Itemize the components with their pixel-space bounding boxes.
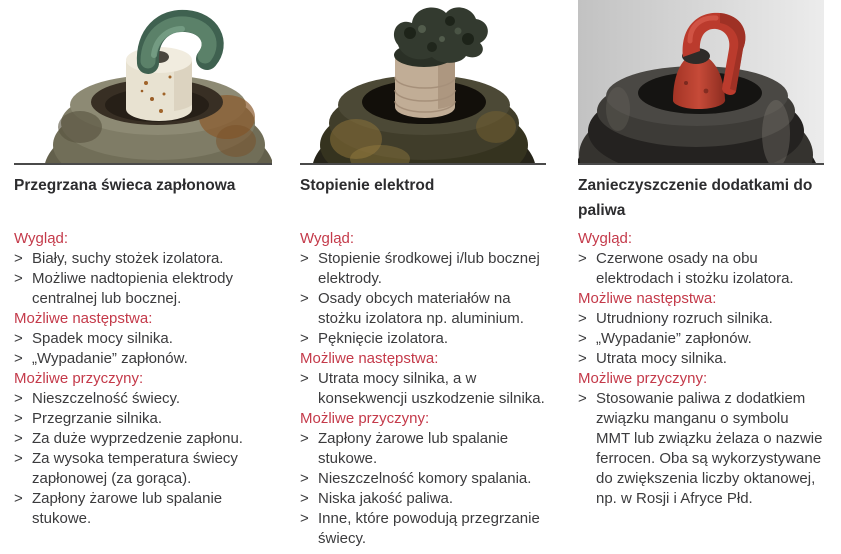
- bullet-marker: >: [578, 390, 587, 407]
- list-item: [300, 249, 546, 289]
- list-item-text: Zapłony żarowe lub spalanie stukowe.: [32, 490, 223, 527]
- section-label-consequences: Możliwe następstwa:: [14, 310, 153, 327]
- condition-details: [300, 229, 546, 549]
- bullet-marker: >: [578, 310, 587, 327]
- list-item: [300, 329, 546, 349]
- list-item: [14, 349, 272, 369]
- bullet-marker: >: [14, 250, 23, 267]
- list-item: [578, 309, 824, 329]
- list-item: [578, 389, 824, 509]
- list-item: [300, 429, 546, 469]
- appearance-list: [578, 249, 824, 289]
- section-label-consequences: Możliwe następstwa:: [300, 350, 439, 367]
- consequences-list: [578, 309, 824, 369]
- list-item-text: Za duże wyprzedzenie zapłonu.: [32, 430, 243, 447]
- bullet-marker: >: [300, 430, 309, 447]
- bullet-marker: >: [300, 290, 309, 307]
- bullet-marker: >: [14, 330, 23, 347]
- causes-list: [14, 389, 272, 529]
- list-item: [300, 369, 546, 409]
- list-item-text: Stosowanie paliwa z dodatkiem związku manganu o symbolu MMT lub związku żelaza o nazwie ferrocen. Oba są wykorzystywane do zwiększenia liczby oktanowej, np. w Rosji i Afryce Płd.: [596, 390, 823, 507]
- list-item-text: Utrudniony rozruch silnika.: [596, 310, 773, 327]
- overheated-spark-plug-illustration: [14, 0, 272, 163]
- list-item: [14, 249, 272, 269]
- section-label-causes: Możliwe przyczyny:: [14, 370, 144, 387]
- list-item-text: Spadek mocy silnika.: [32, 330, 173, 347]
- list-item-text: Inne, które powodują przegrzanie świecy.: [318, 510, 540, 547]
- bullet-marker: >: [14, 450, 23, 467]
- bullet-marker: >: [14, 390, 23, 407]
- causes-list: [300, 429, 546, 549]
- list-item: [578, 349, 824, 369]
- consequences-list: [14, 329, 272, 369]
- list-item-text: „Wypadanie” zapłonów.: [596, 330, 752, 347]
- column-fuel-additive-deposits: [578, 0, 824, 509]
- bullet-marker: >: [14, 410, 23, 427]
- list-item-text: Nieszczelność świecy.: [32, 390, 181, 407]
- causes-list: [578, 389, 824, 509]
- list-item-text: Czerwone osady na obu elektrodach i stożku izolatora.: [596, 250, 794, 287]
- bullet-marker: >: [14, 270, 23, 287]
- list-item-text: Zapłony żarowe lub spalanie stukowe.: [318, 430, 509, 467]
- list-item: [14, 409, 272, 429]
- list-item-text: Utrata mocy silnika.: [596, 350, 727, 367]
- section-label-causes: Możliwe przyczyny:: [578, 370, 708, 387]
- list-item: [578, 249, 824, 289]
- melted-electrodes-illustration: [300, 0, 546, 163]
- list-item: [14, 269, 272, 309]
- section-label-causes: Możliwe przyczyny:: [300, 410, 430, 427]
- list-item-text: „Wypadanie” zapłonów.: [32, 350, 188, 367]
- condition-details: [578, 229, 824, 509]
- melted-electrodes-photo: [300, 0, 546, 165]
- bullet-marker: >: [578, 330, 587, 347]
- list-item: [300, 469, 546, 489]
- condition-title: Stopienie elektrod: [300, 177, 435, 194]
- condition-title: Zanieczyszczenie dodatkami do paliwa: [578, 177, 813, 219]
- list-item-text: Możliwe nadtopienia elektrody centralnej lub bocznej.: [32, 270, 233, 307]
- bullet-marker: >: [300, 250, 309, 267]
- list-item: [14, 429, 272, 449]
- condition-details: [14, 229, 272, 529]
- list-item-text: Niska jakość paliwa.: [318, 490, 454, 507]
- list-item: [300, 489, 546, 509]
- section-label-appearance: Wygląd:: [14, 230, 69, 247]
- column-overheated-plug: [14, 0, 272, 529]
- bullet-marker: >: [300, 490, 309, 507]
- appearance-list: [300, 249, 546, 349]
- list-item: [14, 489, 272, 529]
- bullet-marker: >: [300, 470, 309, 487]
- bullet-marker: >: [14, 350, 23, 367]
- condition-title: Przegrzana świeca zapłonowa: [14, 177, 236, 194]
- list-item: [300, 289, 546, 329]
- list-item-text: Osady obcych materiałów na stożku izolatora np. aluminium.: [318, 290, 524, 327]
- list-item: [14, 449, 272, 489]
- bullet-marker: >: [300, 370, 309, 387]
- list-item-text: Nieszczelność komory spalania.: [318, 470, 532, 487]
- bullet-marker: >: [14, 490, 23, 507]
- list-item-text: Przegrzanie silnika.: [32, 410, 163, 427]
- fuel-additive-deposits-illustration: [578, 0, 824, 163]
- list-item-text: Pęknięcie izolatora.: [318, 330, 449, 347]
- list-item-text: Biały, suchy stożek izolatora.: [32, 250, 224, 267]
- list-item: [300, 509, 546, 549]
- list-item: [578, 329, 824, 349]
- section-label-appearance: Wygląd:: [578, 230, 633, 247]
- bullet-marker: >: [300, 330, 309, 347]
- bullet-marker: >: [300, 510, 309, 527]
- bullet-marker: >: [578, 250, 587, 267]
- list-item-text: Utrata mocy silnika, a w konsekwencji uszkodzenie silnika.: [318, 370, 545, 407]
- section-label-appearance: Wygląd:: [300, 230, 355, 247]
- list-item: [14, 389, 272, 409]
- list-item-text: Stopienie środkowej i/lub bocznej elektrody.: [318, 250, 540, 287]
- overheated-spark-plug-photo: [14, 0, 272, 165]
- list-item: [14, 329, 272, 349]
- fuel-additive-deposits-photo: [578, 0, 824, 165]
- column-melted-electrodes: [300, 0, 546, 549]
- bullet-marker: >: [14, 430, 23, 447]
- consequences-list: [300, 369, 546, 409]
- bullet-marker: >: [578, 350, 587, 367]
- section-label-consequences: Możliwe następstwa:: [578, 290, 717, 307]
- appearance-list: [14, 249, 272, 309]
- list-item-text: Za wysoka temperatura świecy zapłonowej (za gorąca).: [32, 450, 238, 487]
